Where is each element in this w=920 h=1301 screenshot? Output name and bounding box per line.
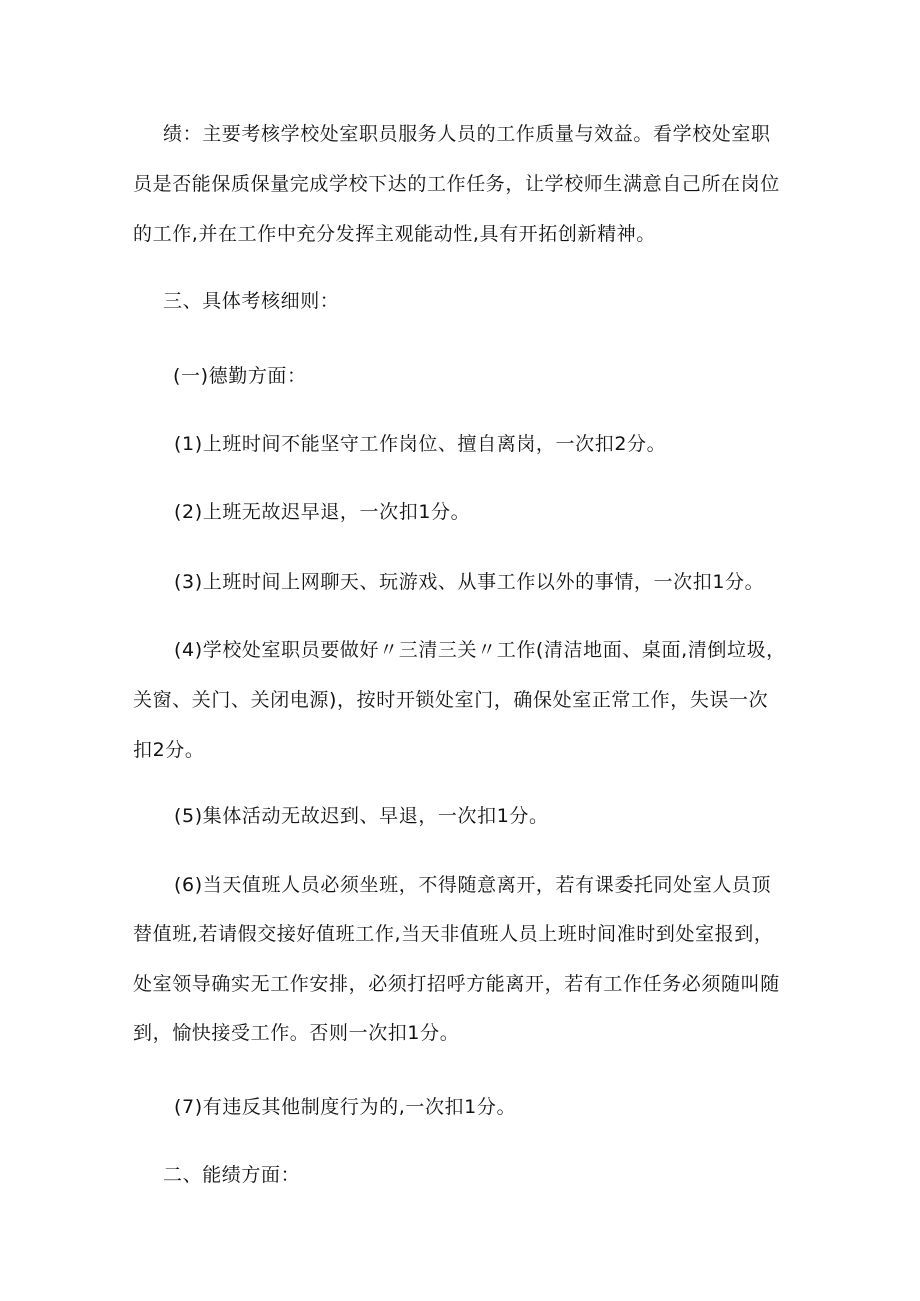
rule-item-7: (7)有违反其他制度行为的,一次扣1分。 [174,1096,517,1118]
rule-item-6-line-3: 处室领导确实无工作安排，必须打招呼方能离开，若有工作任务必须随叫随 [133,973,780,995]
rule-item-5: (5)集体活动无故迟到、早退，一次扣1分。 [174,805,549,827]
paragraph-1-line-2: 员是否能保质保量完成学校下达的工作任务，让学校师生满意自己所在岗位 [133,173,780,195]
section-heading-specific-rules: 三、具体考核细则： [163,290,340,312]
rule-item-6-line-2: 替值班,若请假交接好值班工作,当天非值班人员上班时间准时到处室报到， [133,923,774,945]
rule-item-4-line-3: 扣2分。 [133,739,205,761]
rule-item-2: (2)上班无故迟早退，一次扣1分。 [174,501,471,523]
rule-item-4-line-2: 关窗、关门、关闭电源)，按时开锁处室门，确保处室正常工作，失误一次 [133,689,769,711]
rule-item-6-line-1: (6)当天值班人员必须坐班，不得随意离开，若有课委托同处室人员顶 [174,874,772,896]
section-heading-performance: 二、能绩方面： [163,1164,301,1186]
subsection-heading-morality-diligence: (一)德勤方面： [173,365,307,387]
rule-item-1: (1)上班时间不能坚守工作岗位、擅自离岗，一次扣2分。 [174,433,667,455]
rule-item-6-line-4: 到，愉快接受工作。否则一次扣1分。 [133,1022,460,1044]
paragraph-1-line-1: 绩：主要考核学校处室职员服务人员的工作质量与效益。看学校处室职 [163,123,771,145]
rule-item-3: (3)上班时间上网聊天、玩游戏、从事工作以外的事情，一次扣1分。 [174,571,765,593]
paragraph-1-line-3: 的工作,并在工作中充分发挥主观能动性,具有开拓创新精神。 [133,223,656,245]
rule-item-4-line-1: (4)学校处室职员要做好〃三清三关〃工作(清洁地面、桌面,清倒垃圾， [174,639,786,661]
